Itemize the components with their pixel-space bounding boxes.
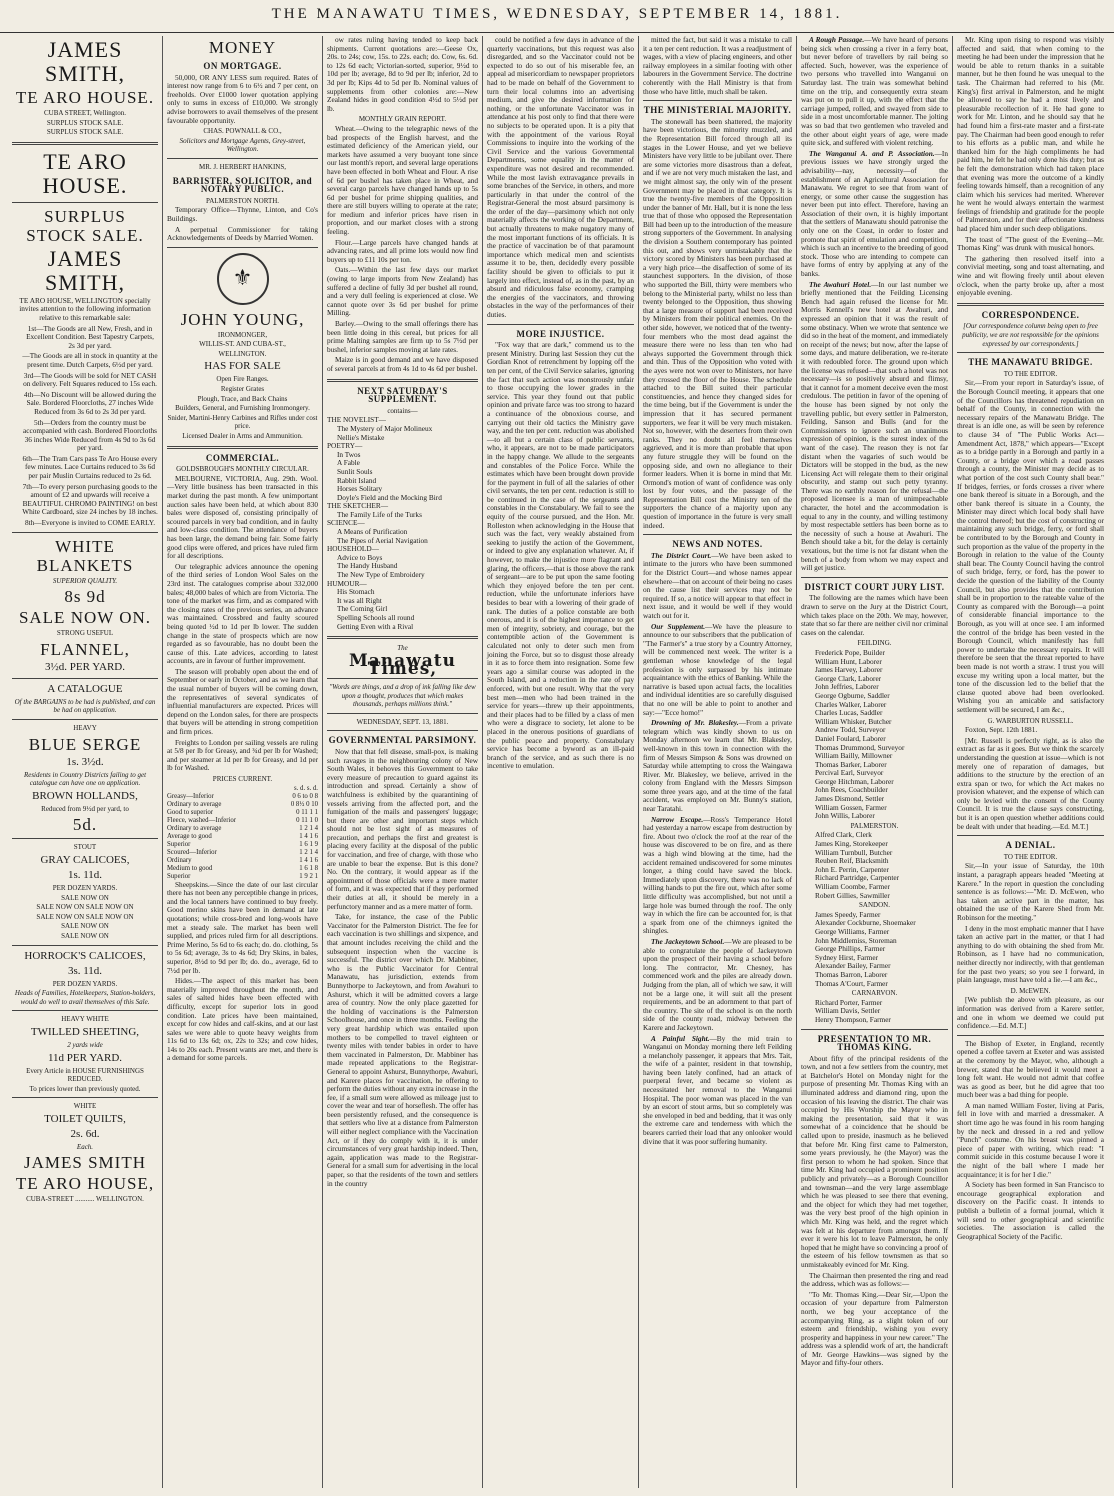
juror-name: James Dismond, Settler xyxy=(815,794,885,804)
supplement-item: The Coming Girl xyxy=(337,604,388,614)
juror-name: William Gossen, Farmer xyxy=(815,802,887,812)
jury-carnarvon-list xyxy=(801,999,948,1025)
ad7-per: PER DOZEN YARDS. xyxy=(52,979,118,988)
money-subtitle: ON MORTGAGE. xyxy=(203,61,282,71)
jury-sandon-heading: SANDON. xyxy=(859,901,890,910)
ad5-hollands: BROWN HOLLANDS, xyxy=(32,789,138,802)
juror-name: Robert Gillies, Sawmiller xyxy=(815,890,890,900)
king-continued: The toast of "The guest of the Evening—Mr. Thomas King" was drunk with musical honors. xyxy=(957,234,1104,253)
hankins-title: BARRISTER, SOLICITOR, and NOTARY PUBLIC. xyxy=(172,175,313,195)
news-item xyxy=(801,281,948,573)
jury-palmerston-list xyxy=(801,831,948,900)
prices-row xyxy=(167,817,318,825)
supplement-item: In Twos xyxy=(337,449,361,459)
column-7 xyxy=(952,36,1108,1488)
price-grade: Superior xyxy=(167,840,191,848)
juror-name: Thomas Drummond, Surveyor xyxy=(815,742,905,752)
ad9-white: WHITE xyxy=(73,1102,97,1111)
juror-name: William Whisker, Butcher xyxy=(815,716,892,726)
grain-paragraph: Oats.—Within the last few days our market (owing to large imports from New Zealand) has suffered a decline of fully 3d per bushel all round, and a very dull feeling is experienced at close. We cannot quote over 3s 6d per bushel for prime Milling. xyxy=(327,265,478,318)
supplement-section: THE SKETCHER— xyxy=(327,501,389,511)
injustice-continued: mitted the fact, but said it was a mistake to call it a ten per cent reduction. It was a readjustment of wages, with a view of placing engineers, and other railway employees in a similar footing with other labourers in the Government Service. The doctrine coherently with the Hall Ministry is that from those who have little, much shall be taken. xyxy=(643,36,792,96)
news-item xyxy=(643,552,792,621)
ad-james-smith-name: JAMES SMITH, xyxy=(45,37,125,86)
jury-feilding-list xyxy=(801,649,948,821)
juror-name: James Speedy, Farmer xyxy=(815,909,881,919)
juror-name: John E. Perrin, Carpenter xyxy=(815,864,889,874)
juror-name: William Bailly, Millowner xyxy=(815,751,893,761)
ad2-item: 5th—Orders from the country must be accompanied with cash. Bordered Floorcloths 36 inches Wide Reduced from 4s 9d to 3s 6d per yard. xyxy=(23,417,157,453)
price-range: 0 8½ 0 10 xyxy=(290,800,318,808)
juror-name: Thomas A'Court, Farmer xyxy=(815,978,888,988)
ad9-price: 2s. 6d. xyxy=(70,1127,100,1140)
grain-paragraph: Maize is in good demand and we have disposed of several parcels at from 4s 1d to 4s 6d per bushel. xyxy=(327,355,478,373)
ad3-quality: SUPERIOR QUALITY. xyxy=(52,576,118,585)
young-streets: WILLIS-ST. AND CUBA-ST., xyxy=(199,340,286,349)
young-item: Register Grates xyxy=(220,385,265,394)
supplement-item: Nellie's Mistake xyxy=(337,432,385,442)
juror-name: George Hitchman, Laborer xyxy=(815,776,894,786)
young-city: WELLINGTON. xyxy=(218,349,267,358)
juror-name: John Jeffries, Laborer xyxy=(815,682,879,692)
price-grade: Scoured—Inferior xyxy=(167,848,217,856)
ad6-per: PER DOZEN YARDS. xyxy=(52,883,118,892)
to-editor: TO THE EDITOR. xyxy=(1003,852,1058,861)
ad8-every: Every Article in HOUSE FURNISHINGS REDUCED. xyxy=(26,1066,144,1084)
juror-name: William Davis, Settler xyxy=(815,1006,881,1016)
jury-palmerston-heading: PALMERSTON. xyxy=(850,821,899,830)
king-paragraph: "To Mr. Thomas King.—Dear Sir,—Upon the occasion of your departure from Palmerston north, we beg your acceptance of the accompanying Ring, as a slight token of our esteem and friendship, wishing you every prosperity and happiness in your new career." The address was a splendid work of art, the handicraft of Mr. George Hawkins—was signed by the Mayor and fifty-four others. xyxy=(801,1289,948,1368)
hankins-town: PALMERSTON NORTH. xyxy=(205,196,280,205)
injustice-heading: MORE INJUSTICE. xyxy=(516,328,605,339)
price-range: 1 6 1 9 xyxy=(299,840,318,848)
price-grade: Greasy—Inferior xyxy=(167,792,214,800)
ad5-reduced: Reduced from 9½d per yard, to xyxy=(41,804,129,813)
ad2-item: 6th—The Tram Cars pass Te Aro House every few minutes. Lace Curtains reduced to 3s 6d per pair Muslin Curtains reduced to 2s 6d. xyxy=(22,453,158,481)
jury-heading: DISTRICT COURT JURY LIST. xyxy=(804,581,945,592)
ad4-catalogue: A CATALOGUE xyxy=(47,682,123,695)
ad2-intro: TE ARO HOUSE, WELLINGTON specially invites attention to the following information relative to this remarkable sale: xyxy=(19,295,151,322)
sheepskins-paragraph: Sheepskins.—Since the date of our last circular there has not been any perceptible change in prices, and the local tanners have continued to buy freely. Good merino skins have been in demand at late quotations; while cross-bred and long-wools have met a steady sale. The market has been well supplied, and prices ruled firm for all descriptions. Prime Merino, 5s 6d to 6s each; do. do. clothing, 5s to 5s 6d; average, 3s to 4s 6d; Dry Skins, in bales, superior, 8½d to 9d per lb; do. do., average, 6d to 7½d per lb. xyxy=(167,879,318,975)
grain-paragraph: Flour.—Large parcels have changed hands at advancing rates, and all prime lots would now find buyers up to £11 10s per ton. xyxy=(327,237,478,264)
supplement-list xyxy=(327,416,478,631)
juror-name: William Coombe, Farmer xyxy=(815,882,890,891)
bridge-signature: G. WARBURTON RUSSELL. xyxy=(987,716,1074,725)
price-grade: Ordinary xyxy=(167,856,192,864)
supplement-item: The Pipes of Aerial Navigation xyxy=(337,535,428,545)
supplement-item: His Stomach xyxy=(337,587,375,597)
news-lead: A Rough Passage. xyxy=(809,36,865,44)
prices-row xyxy=(167,833,318,841)
news-text: —We have heard of persons being sick when crossing a river in a ferry boat, but never before of travellers by rail being so affected. Such, however, was the experience of two persons who travelled into Wanganui on Saturday last. The train was somewhat behind time on the trip, and consequently extra steam was put on to pull it up, with the effect that the carriage jumped, rolled, and swayed from side to side in a most uncomfortable manner. The jolting was so bad that two gentlemen who traveled and the other about eight years of age, were made quite sick, and suffered with violent retching. xyxy=(801,36,948,148)
ad-address: CUBA STREET, Wellington. xyxy=(43,109,126,117)
news-text: —In our last number we briefly mentioned that the Feilding Licensing Bench had again refused the license for Mr. Morris Kennell's new hotel at Awahuri, and expressed an opinion that it was the result of some obstinacy. When we wrote that sentence we did so in the heat of the moment, and immediately on receipt of the news; but now, after the lapse of some days, and mature deliberation, we re-iterate it with redoubled force. The ground upon which the license was refused—that such a hotel was not necessary—is so positively absurd and flimsy, that it cannot for a moment deceive even the most credulous. The petition in favor of the opening of the house has been signed by not only the travelling public, but every settler in Palmerston, Feilding, Sanson and Bulls (and for the Commissioners to ignore such an unanimous expression of opinion, is the surest index of the want of the case). The reason they is not far distant when the vagaries of such would be Dictators will be stopped in the bud, as the new Licensing Act will relegate them to their original obscurity, and stamp out such petty tyranny. There was no earthly reason for the refusal—the proposed licensee is a man of unimpeachable character, the hotel and the accommodation is equal to any in the county, and willing testimony by most respectable settlers has been borne as to the necessity of such a house at Awahuri. The Bench should take a bit, for the delay is certainly vexatious, but the time is not far distant when the bench of a body from whom we may expect and will get justice. xyxy=(801,279,948,573)
hankins-office: Temporary Office—Thynne, Linton, and Co's Buildings. xyxy=(167,205,318,223)
circular-paragraph: The season will probably open about the end of September or early in October, and as we learn that the usual number of buyers will be coming down, the representatives of several syndicates of influential manufacturers are expected. Prices will depend on the London sales, for there are prospects that buyers will be attending in strong competition and firm prices. xyxy=(167,666,318,737)
juror-name: George Ogburne, Saddler xyxy=(815,690,890,700)
column-1-advertisements xyxy=(8,36,162,1488)
ad8-price: 11d PER YARD. xyxy=(47,1051,123,1064)
column-2 xyxy=(162,36,322,1488)
juror-name: Thomas Barron, Laborer xyxy=(815,969,888,979)
price-grade: Good to superior xyxy=(167,808,214,816)
juror-name: James King, Storekeeper xyxy=(815,839,888,849)
ad3-flannel: FLANNEL, xyxy=(40,639,130,659)
price-range: 1 4 1 6 xyxy=(299,856,318,864)
ad6-sale: SALE NOW ON SALE NOW ON xyxy=(36,912,134,921)
news-lead: Our Supplement. xyxy=(651,621,706,631)
young-item: Snider, Martini-Henry Carbines and Rifles under cost price. xyxy=(167,413,318,431)
price-grade: Average to good xyxy=(167,832,212,840)
circular-paragraph: Freights to London per sailing vessels are ruling at 5/8 per lb for Greasy, and ¾d per lb for Washed; and per steamer at 1d per lb for Greasy, and 1d per lb for Washed. xyxy=(167,737,318,773)
ad6-calicoes: GRAY CALICOES, xyxy=(40,853,130,866)
correspondence-heading: CORRESPONDENCE. xyxy=(981,309,1080,320)
ad8-width: 2 yards wide xyxy=(67,1040,103,1049)
masthead xyxy=(0,6,1114,33)
prices-cols: s. d. s. d. xyxy=(294,784,318,792)
to-editor: TO THE EDITOR. xyxy=(1003,369,1058,378)
price-range: 0 11 1 1 xyxy=(296,808,318,816)
crest-icon: ⚜ xyxy=(217,253,269,305)
price-range: 1 2 1 4 xyxy=(299,848,318,856)
supplement-section: HUMOUR— xyxy=(327,578,367,588)
ad5-heavy: HEAVY xyxy=(73,724,97,732)
supplement-item: Doyle's Field and the Mocking Bird xyxy=(337,492,442,502)
price-grade: Fleece, washed—Inferior xyxy=(167,816,237,824)
supplement-heading: NEXT SATURDAY'S SUPPLEMENT. xyxy=(357,385,448,405)
ad7-horrocks: HORROCK'S CALICOES, xyxy=(24,949,146,962)
supplement-item: Sunlit Souls xyxy=(337,466,373,476)
column-3 xyxy=(322,36,482,1488)
supplement-item: The Handy Husband xyxy=(337,561,398,571)
ad3-price: 8s 9d xyxy=(64,587,106,607)
news-text: —By the mid train to Wanganui on Monday morning there left Feilding a melancholy passenger, it appears that Mrs. Tait, the wife of a painter, resident in that township, having been lately confined, had an attack of puerperal fever, and became so violent as necessitated her removal to the Wanganui Hospital. The poor woman was placed in the van by an escort of stout arms, but so completely was she enveloped in bed and bedding, that it was only the extreme care and tenderness with which the bearers carried their load that any onlooker would divine that it was poor suffering humanity. xyxy=(643,1033,792,1146)
supplement-item: The New Type of Embroidery xyxy=(337,570,425,580)
prices-row xyxy=(167,865,318,873)
denial-letter: Sir,—In your issue of Saturday, the 10th instant, a paragraph appears headed "Meeting at Karere." In the report in question the concluding sentence is as follows:—"Mr. D. McEwen, who has taken an active part in the matter, has obtained the use of the Karere Shed from Mr. Robinson for the meeting." xyxy=(957,861,1104,922)
news-item xyxy=(643,938,792,1033)
denial-letter: I deny in the most emphatic manner that I have taken an active part in the matter, or that I had anything to do with obtaining the shed from Mr. Robinson, as I have had no communication, neither directly nor indirectly, with that gentleman for the past two years; so you see I forward, in plain language, must have told a lie.—I am &c., xyxy=(957,923,1104,985)
prices-row xyxy=(167,801,318,809)
hankins-name: MR. J. HERBERT HANKINS, xyxy=(199,162,286,171)
bridge-heading: THE MANAWATU BRIDGE. xyxy=(968,357,1093,368)
juror-name: George Williams, Farmer xyxy=(815,926,890,936)
juror-name: John Rees, Coachbuilder xyxy=(815,785,888,795)
correspondence-note: [Our correspondence column being open to free publicity, we are not responsible for the opinions expressed by our correspondents.] xyxy=(962,322,1099,348)
news-text: —We have the pleasure to announce to our subscribers that the publication of "The Farmer's" a true story by a Country Attorney, will be commenced next week. The writer is a gentleman whose knowledge of the legal profession is only surpassed by his intimate acquaintance with the ethics of Banking. While the narrative is based upon actual facts, the localities and individual identities are so carefully disguised that no one will be able to point to another and say:—"Ecce homo!" xyxy=(643,621,793,717)
supplement-item: Horses Solitary xyxy=(337,484,383,494)
supplement-item: Advice to Boys xyxy=(337,552,383,562)
price-grade: Medium to good xyxy=(167,864,213,872)
prices-heading: PRICES CURRENT. xyxy=(212,775,273,783)
price-grade: Superior xyxy=(167,872,191,880)
price-range: 0 11 1 0 xyxy=(296,816,318,824)
price-range: 1 4 1 6 xyxy=(299,832,318,840)
ad2-item: 7th—To every person purchasing goods to the amount of £2 and upwards will receive a BEAUTIFUL CHROMO PAINTING! on best White Cardboard, size 24 inches by 18 inches. xyxy=(22,481,158,517)
editorial-paragraph: Take, for instance, the case of the Public Vaccinator for the Palmerston District. The fee for each vaccination is two shillings and sixpence, and that amount includes receiving the child and the subsequent inspection when the vaccine is successful. The district over which Dr. Mabbiner, who is the Public Vaccinator for Central Manawatu, has jurisdiction, extends from Bunnythorpe to Jackeytown, and from Awahuri to Ashurst, which it will be admitted covers a large area of country. Now the only place gazetted for the holding of vaccinations is the Palmerston Schoolhouse, and once in three months. Feeling the very great hardship which was entailed upon mothers to be compelled to travel eighteen or twenty miles with tender babies in order to have them vaccinated in Palmerston, Dr. Mabbiner has made repeated applications to the Registrar-General to appoint Ashurst, Bunnythorpe, Awahuri, and Karere places for vaccination, he offering to perform the duties without any extra increase in the fee, if a small sum were allowed as mileage just to cover the wear and tear of horseflesh. The offer has been persistently refused, and the consequence is that settlers who live at a distance from Palmerston will either neglect compliance with the Vaccination Act, or if they do comply with it, it is under circumstances of very great hardship indeed. Then, again, application was made to the Registrar-General for a small sum for advertising in the local paper, so that the residents of the town and settlers in the country xyxy=(327,912,478,1188)
news-lead: Drowning of Mr. Blakesley. xyxy=(651,718,739,728)
juror-name: Charles Lucas, Saddler xyxy=(815,708,883,718)
supplement-item: Getting Even with a Rival xyxy=(337,621,414,631)
ad-te-aro-house: TE ARO HOUSE. xyxy=(15,88,155,107)
juror-name: James Harvey, Laborer xyxy=(815,665,883,675)
news-text: —From a private telegram which was kindly shown to us on Monday afternoon we learn that Mr. Blakesley, well-known in this town in connection with the firm of Messrs Simpson & Sons was drowned on Saturday while attempting to cross the Waingawa River. Mr. Blakesley, we believe, arrived in the colony from England with the Messrs Simpson some three years ago, and at the time of the fatal accident, was employed on Mr. Bunny's station, near Taratahi. xyxy=(643,718,793,814)
ad2-subtitle: SURPLUS STOCK SALE. xyxy=(26,206,144,245)
circular-heading: GOLDSBROUGH'S MONTHLY CIRCULAR. xyxy=(176,465,309,474)
ad6-stout: STOUT xyxy=(73,843,97,852)
hides-paragraph: Hides.—The aspect of this market has been materially improved throughout the month, and sales of salted hides have been effected with difficulty, except for superior lots in good condition. Late prices have been maintained, except for cow hides and calf-skins, and at our last sales we were able to quote heavy weights from 11s 6d to 13s 6d; ox, 22s to 32s; and cow hides, 14s to 20s each. Present wants are met, and there is a demand for some parcels. xyxy=(167,976,318,1063)
supplement-section: THE NOVELIST— xyxy=(327,415,386,425)
young-trade: IRONMONGER, xyxy=(217,330,268,339)
ad5-residents: Residents in Country Districts failing to get catalogue can have one on application. xyxy=(23,770,147,788)
circular-paragraph: MELBOURNE, VICTORIA, Aug. 29th. Wool.—Very little business has been transacted in this market during the past month. A few unimportant auction sales have been held, at which about 830 bales were disposed of, consisting principally of scoured parcels in very bad condition, and in faulty and low-class condition. The attendance of buyers has been large, the demand being fair. Some fairly good clips were offered, and prices have ruled firm for all descriptions. xyxy=(167,473,318,561)
news-lead: A Painful Sight. xyxy=(651,1033,710,1043)
money-title: MONEY xyxy=(208,38,277,57)
column-6 xyxy=(796,36,952,1488)
ad6-price: 1s. 11d. xyxy=(67,868,103,881)
ad9-house: TE ARO HOUSE, xyxy=(15,1174,155,1194)
young-item: Plough, Trace, and Back Chains xyxy=(197,394,288,403)
news-item xyxy=(643,816,792,936)
prices-table xyxy=(167,785,318,881)
news-lead: The Wanganui A. and P. Association. xyxy=(809,148,935,158)
prices-row xyxy=(167,809,318,817)
ad6-sale: SALE NOW ON xyxy=(61,931,109,940)
money-firm-address: Solicitors and Mortgage Agents, Grey-street, Wellington. xyxy=(179,136,306,154)
ad2-item: 1st—The Goods are all New, Fresh, and in Excellent Condition. Best Tapestry Carpets, 2s 3d per yard. xyxy=(26,323,154,350)
juror-name: George Phillips, Farmer xyxy=(815,944,886,954)
news-lead: The District Court. xyxy=(651,550,712,560)
juror-name: Daniel Foulard, Laborer xyxy=(815,733,886,743)
juror-name: Alfred Clark, Clerk xyxy=(815,830,872,840)
ad2-item: 3rd—The Goods will be sold for NET CASH on delivery. Felt Squares reduced to 15s each. xyxy=(23,370,157,389)
king-paragraph: About fifty of the principal residents of the town, and not a few settlers from the country, met at Batchelor's Hotel on Monday night for the purpose of presenting Mr. Thomas King with an illuminated address and diamond ring, upon the occasion of his leaving the district. The chair was occupied by His Worship the Mayor who in making the presentation, said that it was somewhat of a coincidence that he should be called upon to preside, inasmuch as he believed that before Mr. King first came to Palmerston, some years previously, he (the Mayor) was the first person to whom he had spoken. Since that time Mr. King had occupied a prominent position publicly and privately—as a Borough Councillor and townsman—and the very large assemblage which he was pleased to see there that evening, and the object for which they had met together, was the very best proof of the high opinion in which Mr. King was held, and the regret which was felt at his departure from amongst them. If ever it were his lot to leave Palmerston, he only hoped that he might have so convincing a proof of the esteem of his fellow townsmen as that so unmistakeably evinced for Mr. King. xyxy=(801,1053,948,1269)
bridge-editor-note: [Mr. Russell is perfectly right, as is also the extract as far as it goes. But we think the scarcely understanding the question at issue—which is not merely one of reparation of damages, but additions to the structure by the erection of an extra span or two, for which the Act makes no provision whatever, and the expense of which can only be levied with the consent of the County Council. It is true the clause says constructing, but it is an open question whether additions could be dealt with under that heading.—Ed. M.T.] xyxy=(957,735,1104,831)
injustice-paragraph: "Fox way that are dark," commend us to the present Ministry. During last Session they cut the Gordian Knot of retrenchment by lopping off the ten per cent, of the Civil Service salaries, ignoring the fact that such action was monstrously unfair to those occupying the lower grades in the service. This year they found out that public opinion and private farce was too strong to hazard a continuance of the obnoxious course, and carrying out their old tactics the Ministry gave way, and the ten per cent. reduction was abolished—to all but a certain class of public servants, who, it appears, are not to be made participators in the happy change. We allude to the sergeants and constables of the Police Force. While the estimates which have been brought down provide for the payment in full of all the salaries of other civil servants, the ten per cent. reduction is still to be continued in the case of the sergeants and constables in the Constabulary. We fail to see the equity of the course pursued, and the Hon. Mr. Rolleston when acknowledging in the House that such was the fact, very weakly abstained from seeking to justify the action of the Government, or indeed to give any explanation whatever. At, if however, to make the injustice more flagrant and glaring, the officers,—that is those above the rank of sergeant—are to be put upon the same footing which they enjoyed before the ten per cent. reduction, while the unfortunate inferiors have besides to bear with a lowering of their grade of rank. The duties of a police constable are both onerous, and it is of the highest importance to get men of integrity, sobriety, and courage, but the contemptible action of the Government is calculated not only to deter such men from joining the Force, but so to disgust those already in it as to force them into resignation. Some few years ago a similar course was adopted in the South Island, and a reduction in the rate of pay enforced, with but one result. Why that the very best men—men who had been trained in the service for years—threw up their appointments, and their places had to be filled by a class of men who were a disgrace to society, let alone to be placed in the onerous positions of guardians of the public peace and property. Constabulary service has become a byword as an ill-paid branch of the service, and as such there is no incentive to emulation. xyxy=(487,340,634,771)
young-item: Open Fire Ranges. xyxy=(216,375,269,384)
supplement-item: A Means of Purification xyxy=(337,527,408,537)
note-paragraph: A Society has been formed in San Francisco to encourage geographical exploration and discovery on the Pacific coast. It intends to publish a bulletin of a formal journal, which it will send to other geographical and scientific societies. The association is called the Geographical Society of the Pacific. xyxy=(957,1180,1104,1241)
supplement-contains: contains— xyxy=(387,406,418,415)
supplement-item: Rabbit Island xyxy=(337,475,377,485)
bridge-dateline: Foxton, Sept. 12th 1881. xyxy=(965,725,1038,735)
news-item xyxy=(643,1035,792,1147)
news-lead: Narrow Escape. xyxy=(651,814,704,824)
price-grade: Ordinary to average xyxy=(167,824,222,832)
money-firm: CHAS. POWNALL & CO., xyxy=(203,127,282,136)
note-paragraph: A man named William Foster, living at Paris, fell in love with and married a dressmaker. A short time ago he was found in his room hanging by the neck and dressed in a red and yellow "Punch" costume. On his breast was pinned a piece of paper with writing, which read: "I commit suicide in this costume because I wore it the night of the ball where I made her acquaintance; it is for her I die." xyxy=(957,1100,1104,1179)
juror-name: William Turnbull, Butcher xyxy=(815,847,893,857)
supplement-item: The Mystery of Major Molineux xyxy=(337,423,433,433)
ad6-sale: SALE NOW ON xyxy=(61,922,109,931)
supplement-section: POETRY— xyxy=(327,441,363,451)
news-heading: NEWS AND NOTES. xyxy=(672,539,763,550)
nameplate: Manawatu Times, xyxy=(348,650,457,680)
ad9-quilts: TOILET QUILTS, xyxy=(44,1112,126,1125)
news-lead: The Awahuri Hotel. xyxy=(809,279,872,289)
nameplate-the: The xyxy=(397,644,408,653)
note-paragraph: The Bishop of Exeter, in England, recently opened a coffee tavern at Exeter and was assisted at the ceremony by the Mayor, who, although a brewer, stated that he believed it would meet a long felt want. He would not admit that coffee was as good as beer, but he did agree that too much beer was a bad thing for people. xyxy=(957,1038,1104,1100)
juror-name: George Clark, Laborer xyxy=(815,673,882,683)
ad9-name: JAMES SMITH xyxy=(24,1153,146,1173)
news-text: —We are pleased to be able to congratulate the people of Jackeytown upon the prospect of their having a school before long. The contractor, Mr. Chesney, has commenced work and the piles are already down. Judging from the plan, all of which we saw, it will not be a large one, it will suit all the present requirements, and be an adornment to that part of the country. The site of the school is on the north side of the county road, midway between the Karere and Jackeytown. xyxy=(643,936,792,1032)
columns xyxy=(8,36,1108,1488)
juror-name: John Middlemiss, Storeman xyxy=(815,935,897,945)
ad8-heavy: HEAVY WHITE xyxy=(61,1015,109,1024)
ad2-name: JAMES SMITH, xyxy=(45,245,125,295)
news-item xyxy=(643,719,792,814)
juror-name: John Willis, Laborer xyxy=(815,811,875,821)
prices-row xyxy=(167,849,318,857)
ad6-sale: SALE NOW ON SALE NOW ON xyxy=(36,903,134,912)
news-item xyxy=(643,623,792,718)
juror-name: Sydney Hirst, Farmer xyxy=(815,952,879,962)
news-item xyxy=(801,36,948,148)
supplement-section: HOUSEHOLD— xyxy=(327,544,379,554)
price-range: 1 2 1 4 xyxy=(299,824,318,832)
juror-name: Charles Walker, Laborer xyxy=(815,699,887,709)
editorial-paragraph: Now that that fell disease, small-pox, is making such ravages in the neighbouring colony of New South Wales, it behoves this Government to take every measure of precaution to guard against its introduction and spread. Certainly a show of watchfulness is exhibited by the quarantining of vessels arriving from the affected port, and the fumigation of the mails and passengers' luggage; but there are other and important steps which should not be lost sight of as measures of precaution, and perhaps the first and greatest is placing every facility at the disposal of the public for vaccination, and free of charge, with those who are unable to bear the expense. But is this done? No. On the contrary, it would appear as if the appointment of those officials were a mere matter of form, and it was expected that if they performed their duties at all, it should be merely in a perfunctory manner and as a mere matter of form. xyxy=(327,746,478,911)
denial-heading: A DENIAL. xyxy=(1005,840,1056,851)
supplement-item: A Fable xyxy=(337,458,360,468)
king-continued: Mr. King upon rising to respond was visibly affected and said, that when coming to the meeting he had been under the impression that he would be able to return thanks in a suitable manner, but he then found he was unequal to the task. The Chairman had referred to his (Mr. King's) first arrival in Palmerston, and he might be allowed to say he had a most lively and pleasurable recollection of it. He had gone to work for Mr. Linton, and he should say that he had found him a first-rate master and a first-rate pay. The Chairman had been good enough to refer to his efforts as a public man, and while he thanked him for the high compliments he had paid him, he felt he had only done his duty; but as he felt the demonstration which had taken place that evening was more the outcome of a kindly feeling towards himself, than a recognition of any claim which his services had merited. Wherever he went he would always entertain the warmest feelings of friendship and gratitude for the people of Palmerston, and for their affectionate kindness had placed him under such deep obligations. xyxy=(957,36,1104,234)
news-lead: The Jackeytown School. xyxy=(651,936,725,946)
prices-row xyxy=(167,841,318,849)
motto: "Words are things, and a drop of ink falling like dew upon a thought, produces that which makes thousands, perhaps millions think." xyxy=(329,682,476,709)
ad2-title: TE ARO HOUSE. xyxy=(42,148,128,198)
ad9-address: CUBA-STREET ........... WELLINGTON. xyxy=(26,1195,144,1204)
grain-heading: MONTHLY GRAIN REPORT. xyxy=(358,115,447,124)
jury-feilding-heading: FEILDING. xyxy=(857,639,892,648)
ad3-sale-now-on: SALE NOW ON. xyxy=(18,608,152,628)
price-range: 1 6 1 8 xyxy=(299,864,318,872)
young-name: JOHN YOUNG, xyxy=(180,309,305,329)
young-item: Licensed Dealer in Arms and Ammunition. xyxy=(182,432,303,441)
ad5-price: 5d. xyxy=(72,815,98,835)
news-text: —Ross's Temperance Hotel had yesterday a narrow escape from destruction by fire. About two o'clock the roof at the rear of the house was discovered to be on fire, and as there was a high wind blowing at the time, had the accident remained undiscovered for some minutes longer, a thing could have saved the block. Immediately upon discovery, there was no lack of willing hands to put the fire out, which after some little difficulty was accomplished, but not until a large hole was burned through the roof. The only way in which the fire can be accounted for, is that a spark from one of the chimneys ignited the shingles. xyxy=(643,814,792,936)
masthead-title: THE MANAWATU TIMES, WEDNESDAY, SEPTEMBER 14, 1881. xyxy=(271,6,843,22)
juror-name: Henry Thompson, Farmer xyxy=(815,1014,891,1024)
price-range: 1 9 2 1 xyxy=(299,872,318,880)
jury-carnarvon-heading: CARNARVON. xyxy=(851,989,898,998)
juror-name: Richard Partridge, Carpenter xyxy=(815,873,900,883)
grain-paragraph: Barley.—Owing to the small offerings there has been little doing in this cereal, but prices for all prime Malting samples are firm up to 5s 7½d per bushel, inferior samples moving at late rates. xyxy=(327,319,478,354)
news-text: —We have been asked to intimate to the jurors who have been summoned for the District Court—and whose names appear elsewhere—that on account of their being no cases on the cause list their services may not be required. If so, a notice will appear to that effect in next issue, and it would be well if they would watch out for it. xyxy=(643,550,792,620)
ad8-sheeting: TWILLED SHEETING, xyxy=(30,1025,140,1038)
ad8-prices: To prices lower than previously quoted. xyxy=(29,1084,141,1093)
prices-row xyxy=(167,825,318,833)
price-range: 0 6 to 0 8 xyxy=(292,792,318,800)
young-for-sale: HAS FOR SALE xyxy=(204,360,281,373)
editorial-heading: GOVERNMENTAL PARSIMONY. xyxy=(328,735,477,746)
supplement-item: It was all Right xyxy=(337,595,382,605)
juror-name: Alexander Bailey, Farmer xyxy=(815,961,891,971)
ad-sale-line-2: SURPLUS STOCK SALE. xyxy=(46,128,124,137)
editorial-continued: could be notified a few days in advance of the quarterly vaccinations, but this request was also disregarded, and so the Vaccinator could not be expected to do so out of his miserable fee, an appeal ad misericordiam to newspaper proprietors had to be made on behalf of the Government to turn their local columns into an advertising medium, and give the desired information for nothing, or the unfortunate Vaccinator was in attendance at his post only to find that there were no subjects to be operated upon. It is a pity that with the appointment of the various Royal Commissions to inquire into the working of the Civil Service and the various Governmental Departments, some equality in the matter of expenditure was not desired and recommended. While the most lavish extravagance prevails in some branches of the Service, in others, and more particularly in that under the control of the Registrar-General the most absurd parsimony is the order of the day—parsimony which not only materially affects the working of the Department, but actually threatens to make nugatory many of the most important functions of its officials. It is the practice of vaccination be of that paramount importance which medical men and scientists assume it to be, then, decidedly every possible facility should be given to officials to put it largely into effect, instead of, as in the past, by an absurd and ridiculous false economy, cramping the energies of the vaccinators, and throwing obstacles in the way of the performances of their duties. xyxy=(487,36,634,319)
ad2-item: —The Goods are all in stock in quantity at the present time. Dutch Carpets, 6½d per yard. xyxy=(22,351,158,369)
ad9-each: Each. xyxy=(76,1142,94,1151)
juror-name: Alexander Cockburne, Shoemaker xyxy=(815,918,916,928)
news-list xyxy=(643,552,792,1146)
majority-heading: THE MINISTERIAL MAJORITY. xyxy=(643,105,792,116)
juror-name: Reuben Reif, Blacksmith xyxy=(815,856,889,866)
juror-name: Richard Porter, Farmer xyxy=(815,997,883,1007)
juror-name: William Hunt, Laborer xyxy=(815,656,882,666)
ad2-item: 4th—No Discount will be allowed during the Sale. Bordered Floorcloths, 27 inches Wide Reduced from 3s 6d to 2s 3d per yard. xyxy=(23,389,157,416)
juror-name: Andrew Todd, Surveyor xyxy=(815,725,886,735)
money-text: 50,000, OR ANY LESS sum required. Rates of interest now range from 6 to 6½ and 7 per cent, on freeholds. Over £1000 lower quotation applying only to sums in excess of £10,000. We strongly advise borrowers to avail themselves of the present favourable opportunity. xyxy=(167,72,318,125)
juror-name: Frederick Pope, Builder xyxy=(815,647,885,657)
supplement-item: The Family Life of the Turks xyxy=(337,509,422,519)
ad2-item: 8th—Everyone is invited to COME EARLY. xyxy=(24,518,156,528)
ad4-text: Of the BARGAINS to be had is published, and can be had on application. xyxy=(14,697,156,715)
ad5-serge-price: 1s. 3½d. xyxy=(66,755,104,768)
prices-row xyxy=(167,793,318,801)
ad7-text: Heads of Families, Hotelkeepers, Station-holders, would do well to avail themselves of this Sale. xyxy=(14,989,156,1006)
denial-signature: D. McEWEN. xyxy=(1010,986,1051,995)
hankins-commissioner: A perpetual Commissioner for taking Acknowledgements of Deeds by Married Women. xyxy=(167,224,318,243)
ad-sale-line-1: SURPLUS STOCK SALE. xyxy=(46,118,124,127)
denial-editor-note: [We publish the above with pleasure, as our information was derived from a Karere settler, and one in whom we deemed we could put confidence.—Ed. M.T.] xyxy=(957,995,1104,1031)
ad3-strong: STRONG USEFUL xyxy=(56,629,114,638)
ad5-serge: BLUE SERGE xyxy=(28,734,142,754)
king-heading: PRESENTATION TO MR. THOMAS KING. xyxy=(817,1033,932,1053)
circular-paragraph: Our telegraphic advices announce the opening of the third series of London Wool Sales on the 23rd inst. The catalogues comprise about 332,000 bales; 48,000 bales of which are from Victoria. The tone of the market was firm, and as compared with the closing rates of the previous series, an advance was maintained. Crossbred and faulty scoured being quoted ½d to 1d per lb lower. The sudden change in the state of prospects which are now regarded as so favourable, has no doubt been the cause of this. Late advices, according to latest accounts, are in favour of further improvement. xyxy=(167,561,318,666)
supplement-section: SCIENCE— xyxy=(327,518,365,528)
king-continued: The gathering then resolved itself into a convivial meeting, song and toast alternating, and wine and wit flowing freely until about eleven o'clock, when the party broke up, after a most enjoyable evening. xyxy=(957,253,1104,298)
supplement-item: Spelling Schools all round xyxy=(337,613,415,622)
prices-header-row xyxy=(167,785,318,793)
grain-paragraph: Wheat.—Owing to the telegraphic news of the bad prospects of the English harvest, and the estimated deficiency of the American yield, our markets have assumed a very buoyant tone since our last month's report, and several large operations have been effected in both Wheat and Flour. A rise of 6d per bushel has taken place in Wheat, and several cargo parcels have changed hands up to 5s 6d per bushel for prime shipping qualities, and there are still buyers willing to operate at the rate; for medium and inferior prices have risen in proportion, and our market closes with a strong feeling. xyxy=(327,123,478,237)
column-4 xyxy=(482,36,638,1488)
juror-name: Thomas Barker, Laborer xyxy=(815,759,887,769)
juror-name: Percival Earl, Surveyor xyxy=(815,768,884,778)
news-item xyxy=(801,150,948,279)
king-paragraph: The Chairman then presented the ring and read the address, which was as follows:— xyxy=(801,1270,948,1289)
bridge-letter: Sir,—From your report in Saturday's issue, of the Borough Council meeting, it appears that one of the Councillors has threatened repudiation on behalf of the County, in connection with the necessary repairs of the Manawatu Bridge. The threat is an idle one, as will be seen by reference to clause 34 of "The Public Works Act—Amendment Act, 1878," which appears—"Except as to a bridge partly in a Borough and partly in a County, or a bridge over which a road passes through a county, the Minister may decide as to what portion of the cost such County shall bear." If bridges, ferries, or fords crosses a river where one bank thereof is situate in a Borough, and the other bank thereof is situate in a County, the Minister may direct which local body shall have the control thereof; but the cost of constructing or maintaining any such bridge, ferry, or ford shall be contributed to by the Borough and County in such proportion as the value of the property in the Borough in relation to the value of the County shall bear. The County Council having the control of such bridge, ferry, or ford, has the power to decide the question of the liability of the County Council, but also provides that the contribution shall be in proportion to the rateable value of the County as compared with the Borough—a point of considerable financial importance to the Borough, as you will at once see. I am informed the control of the bridge has been vested in the Borough Council, which manifestly has full power to undertake the necessary repairs. It will therefore be seen that the threat reported to have been made is not worth a straw. I trust you will excuse my writing upon a local matter, but the tone of the discussion led to the belief that the clause quoted above had been overlooked. Wishing you an amicable and satisfactory settlement will be secured, I am &c., xyxy=(957,378,1104,714)
column-5 xyxy=(638,36,796,1488)
ad3-flannel-price: 3½d. PER YARD. xyxy=(45,660,125,673)
news-text: —In previous issues we have strongly urged the advisability—nay, necessity—of the establishment of an Agricultural Association for Manawatu. We regret to see that from want of energy, or some other cause the suggestion has never been put into effect. Therefore, having an Association of their own, it is highly important that the settlers of Manawatu should patronise the only one on the Coast, in order to foster and promote that spirit of emulation and competition, which is such an incentive to the breeding of good stock. Those who are intending to compete can have forms of entry by applying at any of the banks. xyxy=(801,148,948,279)
ad7-price: 3s. 11d. xyxy=(67,964,103,977)
prices-row xyxy=(167,857,318,865)
jury-intro: The following are the names which have been drawn to serve on the Jury at the District Court, which takes place on the 20th. We may, however, state that so far there are neither civil nor criminal cases on the calendar. xyxy=(801,593,948,637)
dateline: WEDNESDAY, SEPT. 13, 1881. xyxy=(356,717,449,726)
market-continued: ow rates ruling having tended to keep back shipments. Current quotations are:—Geese Ox, 20s. to 24s; cow, 15s. to 22s. each; do. Cow, 6s. 6d. to 12s 6d each; Victorian-sorted, superior, 9½d to 10d per lb; average, 8d to 9d per lb; inferior, 2d to 3d per lb; Kips 4d to 5d per lb. Nominal values of supplements from other colonies are:—New Zealand hides in good condition 4½d to 5½d per lb. xyxy=(327,36,478,113)
price-grade: Ordinary to average xyxy=(167,800,222,808)
majority-paragraph: The stonewall has been shattered, the majority have been victorious, the minority muzzled, and the Representation Bill forced through all its stages in the Lower House, and yet we believe Ministers have very little to be jubilant over. There are some victories more disastrous than a defeat, and if we are not very much mistaken the last, and we might almost say, the only win of the present Government may be placed in that category. It is true the twenty-five members of the Opposition under the banner of Mr. Hall, but it is none the less true that of those who opposed the Representation Bill had been up to the introduction of the measure strong supporters of the Government. In analysing the division a Southern contemporary has pointed this out, and shows very unmistakably that the victory scored by Ministers has been purchased at a very high price—the disaffection of some of its staunchest supporters. In the division, of those who supported the Bill, thirty were members who belong to the Ministerial party, whilst no less than twenty belonged to the Opposition, thus showing that a large measure of support had been received by Ministers from their political enemies. On the other side, however, we noticed that of the twenty-four members who the most dead against the measure there were no less than ten who had always supported the Government through thick and thin. Thus of the Opposition who voted with the ayes were not won over to Ministers, nor have they crossed the floor of the House. The schedule attached to the Bill suited their particular constituencies, and hence they changed sides for the time being, but if the Government is under the impression that it has secured permanent supporters, we fear it will be very much mistaken. Not so, however, with the deserters from their own ranks. They no doubt all feel themselves aggrieved, and it is more than probable that upon any future struggle they will be found on the opposing side, and own no allegiance to their former leaders. When it is borne in mind that Mr. Ormond's motion of want of confidence was only lost by four votes, and the passage of the Representation Bill cost the Ministry ten of the supporters the chance of a majority upon any question of importance in the future is very small indeed. xyxy=(643,116,792,530)
jury-sandon-list xyxy=(801,911,948,988)
ad3-blankets: WHITE BLANKETS xyxy=(36,536,134,575)
commercial-heading: COMMERCIAL. xyxy=(205,452,280,463)
young-item: Builders, General, and Furnishing Ironmongery. xyxy=(175,404,310,413)
ad6-sale: SALE NOW ON xyxy=(61,893,109,902)
